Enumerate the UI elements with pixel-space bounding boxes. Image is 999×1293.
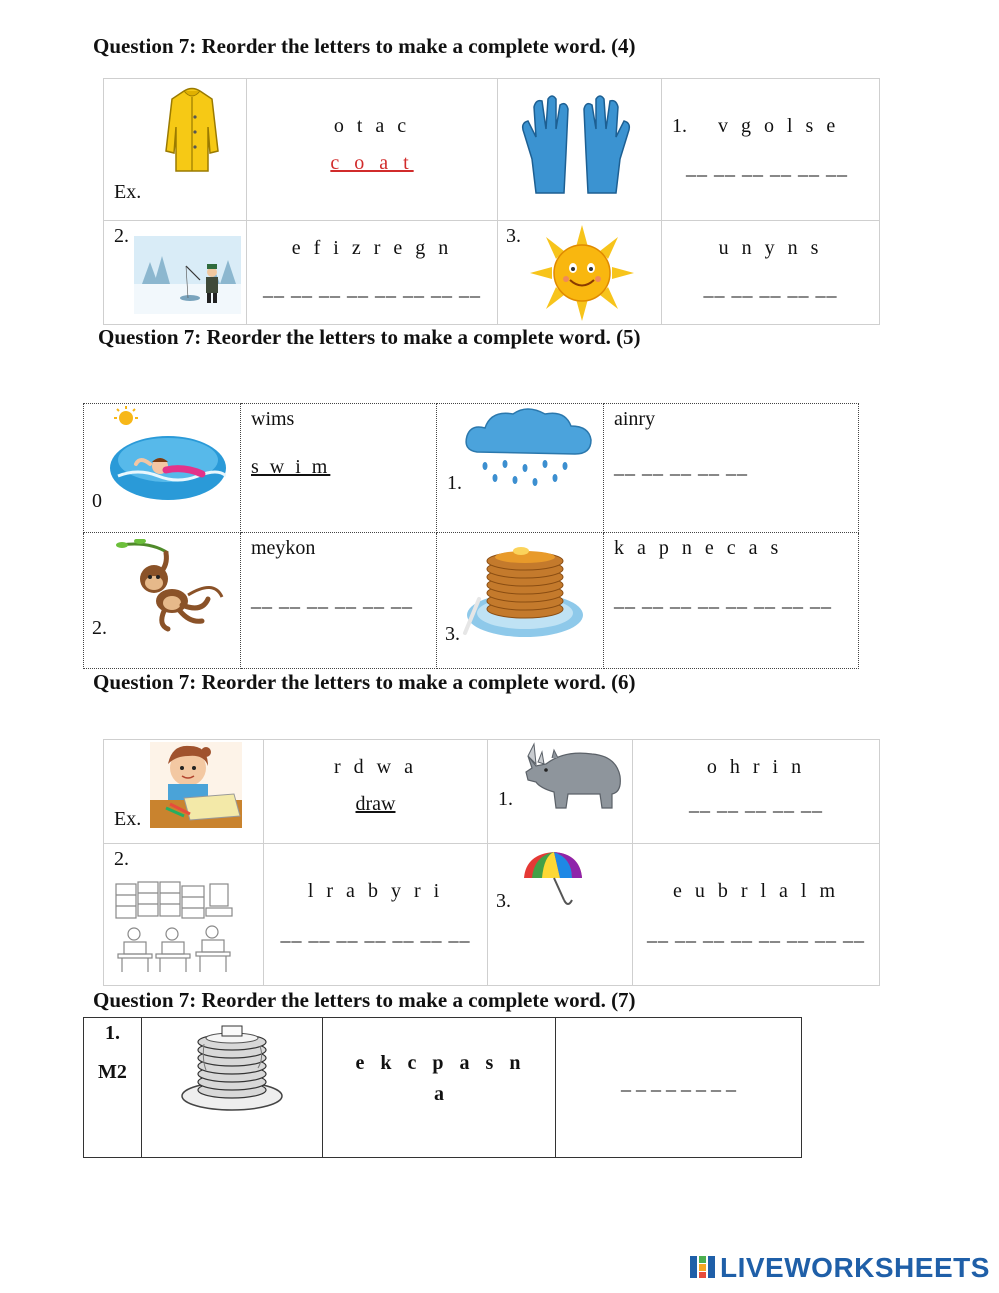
q5-item3-num: 3. — [445, 623, 460, 645]
q4-ex-picture-cell — [104, 79, 247, 221]
rhino-icon — [524, 742, 624, 810]
q4-table — [103, 78, 880, 325]
q7-scramble-line2: a — [434, 1083, 444, 1105]
q5-ex-num: 0 — [92, 490, 102, 512]
q5-item2-word-cell — [241, 533, 437, 669]
q7-word-cell — [323, 1018, 556, 1158]
liveworksheets-logo — [690, 1252, 990, 1284]
monkey-icon — [110, 539, 228, 633]
q7-num: 1. — [105, 1022, 120, 1044]
q4-item2-blanks: __ __ __ __ __ __ __ __ — [263, 278, 481, 300]
q6-item3-blanks: __ __ __ __ __ __ __ __ — [647, 923, 865, 945]
rain-cloud-icon — [461, 406, 595, 490]
q5-ex-scramble: wims — [251, 408, 295, 430]
q5-item3-word-cell — [604, 533, 859, 669]
q5-table — [83, 403, 859, 669]
q5-ex-answer: s w i m — [251, 456, 331, 478]
q6-ex-answer: draw — [355, 793, 396, 815]
q5-item1-blanks: __ __ __ __ __ — [614, 456, 748, 478]
q7-answer-cell — [556, 1018, 802, 1158]
q6-item3-num: 3. — [496, 890, 511, 912]
q4-item1-word-cell — [662, 79, 880, 221]
ice-fishing-icon — [134, 236, 241, 314]
q6-item1-blanks: __ __ __ __ __ — [689, 793, 823, 815]
q4-item2-scramble: e f i z r e g n — [291, 237, 453, 259]
q5-heading: Question 7: Reorder the letters to make a complete word. (5) — [98, 325, 641, 349]
q5-item3-picture-cell — [437, 533, 604, 669]
q6-item2-word-cell — [264, 844, 488, 986]
q6-item2-scramble: l r a b y r i — [307, 880, 444, 902]
q4-item3-scramble: u n y n s — [718, 237, 823, 259]
raincoat-icon — [162, 87, 222, 175]
q7-num-cell — [84, 1018, 142, 1158]
q6-item1-word-cell — [633, 740, 880, 844]
drawing-girl-icon — [150, 742, 242, 828]
sun-icon — [530, 225, 634, 321]
q6-item2-blanks: __ __ __ __ __ __ __ — [280, 923, 471, 945]
q6-item1-num: 1. — [498, 788, 513, 810]
q6-ex-picture-cell — [104, 740, 264, 844]
q6-item2-picture-cell — [104, 844, 264, 986]
q5-item1-word-cell — [604, 404, 859, 533]
gloves-icon — [514, 93, 638, 197]
q6-item2-num: 2. — [114, 848, 129, 870]
logo-text: LIVEWORKSHEETS — [720, 1252, 990, 1283]
q4-item1-num: 1. — [672, 115, 687, 137]
q4-ex-scramble: o t a c — [333, 115, 411, 137]
q4-ex-word-cell — [247, 79, 498, 221]
swimming-icon — [108, 406, 226, 502]
q5-item2-scramble: meykon — [251, 537, 316, 559]
q7-scramble-line1: e k c p a s n — [355, 1052, 523, 1074]
pancakes-sketch-icon — [180, 1020, 284, 1112]
q5-item2-blanks: __ __ __ __ __ __ — [251, 589, 413, 611]
q4-item2-picture-cell — [104, 221, 247, 325]
q4-item1-picture-cell — [498, 79, 662, 221]
q4-heading: Question 7: Reorder the letters to make a complete word. (4) — [93, 34, 636, 58]
q4-item3-blanks: __ __ __ __ __ — [703, 278, 838, 300]
q6-item1-scramble: o h r i n — [706, 756, 806, 778]
q6-table — [103, 739, 880, 986]
library-icon — [114, 880, 238, 974]
q5-item3-blanks: __ __ __ __ __ __ __ __ — [614, 589, 832, 611]
q5-item3-scramble: k a p n e c a s — [614, 537, 783, 559]
q4-item3-picture-cell — [498, 221, 662, 325]
q5-item1-scramble: ainry — [614, 408, 656, 430]
q6-item3-scramble: e u b r l a l m — [672, 880, 840, 902]
q7-heading: Question 7: Reorder the letters to make a complete word. (7) — [93, 988, 636, 1012]
q4-ex-label: Ex. — [114, 181, 142, 203]
q6-item3-picture-cell — [488, 844, 633, 986]
q4-ex-answer: c o a t — [330, 152, 414, 174]
q6-ex-label: Ex. — [114, 808, 142, 830]
q4-item1-scramble: v g o l s e — [718, 115, 840, 137]
q6-ex-word-cell — [264, 740, 488, 844]
pancakes-icon — [459, 535, 585, 643]
q4-item2-word-cell — [247, 221, 498, 325]
q7-blanks: _ _ _ _ _ _ _ _ — [621, 1072, 736, 1094]
umbrella-icon — [520, 850, 586, 908]
q5-ex-picture-cell — [84, 404, 241, 533]
q5-item2-num: 2. — [92, 617, 107, 639]
q5-item1-picture-cell — [437, 404, 604, 533]
q4-item3-word-cell — [662, 221, 880, 325]
q4-item2-num: 2. — [114, 225, 129, 247]
q6-ex-scramble: r d w a — [334, 756, 417, 778]
q5-ex-word-cell — [241, 404, 437, 533]
q5-item2-picture-cell — [84, 533, 241, 669]
q7-table — [83, 1017, 802, 1158]
q4-item3-num: 3. — [506, 225, 521, 247]
q4-item1-blanks: __ __ __ __ __ __ — [686, 157, 848, 179]
q5-item1-num: 1. — [447, 472, 462, 494]
q6-heading: Question 7: Reorder the letters to make a complete word. (6) — [93, 670, 636, 694]
q7-picture-cell — [142, 1018, 323, 1158]
q6-item3-word-cell — [633, 844, 880, 986]
q7-code: M2 — [98, 1061, 127, 1083]
q6-item1-picture-cell — [488, 740, 633, 844]
logo-mark-icon — [690, 1254, 716, 1280]
